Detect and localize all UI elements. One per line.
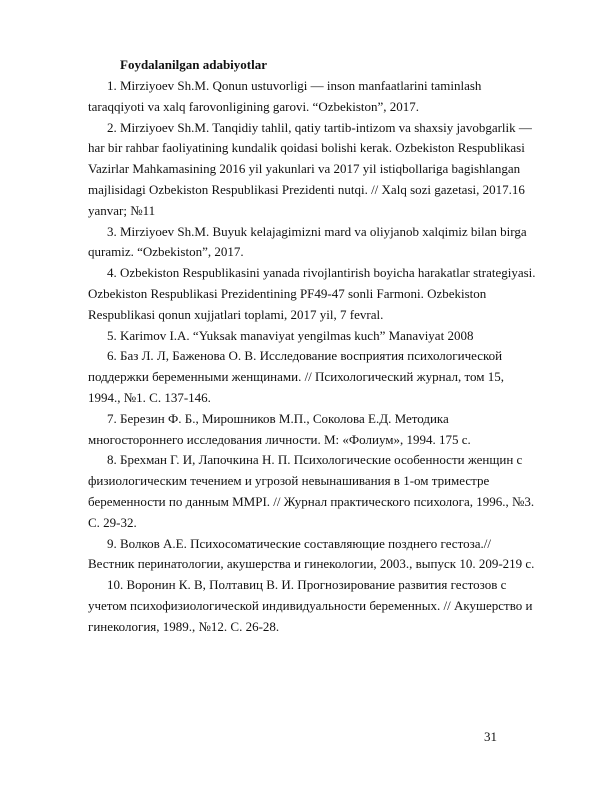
reference-line: 1994., №1. С. 137-146. — [88, 390, 211, 405]
reference-item: 10. Воронин К. В, Полтавиц В. И. Прогнозирование развития гестозов с — [107, 577, 507, 593]
reference-item: 1. Mirziyoev Sh.M. Qonun ustuvorligi — inson manfaatlarini taminlash — [107, 78, 482, 93]
reference-line: Vazirlar Mahkamasining 2016 yil yakunlari va 2017 yil istiqbollariga bagishlangan — [88, 161, 521, 177]
reference-item: 3. Mirziyoev Sh.M. Buyuk kelajagimizni mard va oliyjanob xalqimiz bilan birga — [107, 223, 527, 239]
reference-line: гинекология, 1989., №12. С. 26-28. — [88, 618, 280, 634]
reference-line: quramiz. “Ozbekiston”, 2017. — [88, 244, 244, 260]
reference-line: С. 29-32. — [88, 514, 137, 530]
reference-line: физиологическим течением и угрозой невынашивания в 1-ом триместре — [88, 473, 490, 489]
reference-line: har bir rahbar faoliyatining kundalik qoidasi bolishi kerak. Ozbekiston Respublikasi — [88, 140, 525, 156]
reference-item: 2. Mirziyoev Sh.M. Tanqidiy tahlil, qatiy tartib-intizom va shaxsiy javobgarlik — — [107, 119, 532, 135]
references-heading: Foydalanilgan adabiyotlar — [120, 57, 267, 72]
reference-line: многостороннего исследования личности. М: «Фолиум», 1994. 175 с. — [88, 431, 471, 447]
reference-line: Ozbekiston Respublikasi Prezidentining PF49-47 sonli Farmoni. Ozbekiston — [88, 286, 487, 301]
reference-line: учетом психофизиологической индивидуальности беременных. // Акушерство и — [88, 598, 533, 613]
reference-line: беременности по данным MMPI. // Журнал практического психолога, 1996., №3. — [88, 494, 535, 509]
reference-line: majlisidagi Ozbekiston Respublikasi Prezidenti nutqi. // Xalq sozi gazetasi, 2017.16 — [88, 182, 525, 197]
page-number: 31 — [484, 729, 497, 744]
reference-line: Respublikasi qonun xujjatlari toplami, 2017 yil, 7 fevral. — [88, 306, 384, 322]
reference-line: Вестник перинатологии, акушерства и гинекологии, 2003., выпуск 10. 209-219 с. — [88, 556, 535, 572]
reference-item: 7. Березин Ф. Б., Мирошников М.П., Соколова Е.Д. Методика — [107, 410, 449, 426]
reference-item: 8. Брехман Г. И, Лапочкина Н. П. Психологические особенности женщин с — [107, 452, 523, 468]
reference-item: 6. Баз Л. Л, Баженова О. В. Исследование восприятия психологической — [107, 348, 503, 364]
reference-item: 5. Karimov I.A. “Yuksak manaviyat yengilmas kuch” Manaviyat 2008 — [107, 327, 474, 343]
reference-item: 9. Волков А.Е. Психосоматические составляющие позднего гестоза.// — [107, 535, 491, 551]
reference-item: 4. Ozbekiston Respublikasini yanada rivojlantirish boyicha harakatlar strategiyasi. — [107, 265, 536, 281]
reference-line: yanvar; №11 — [88, 202, 156, 218]
reference-line: поддержки беременными женщинами. // Психологический журнал, том 15, — [88, 369, 504, 385]
reference-line: taraqqiyoti va xalq farovonligining garovi. “Ozbekiston”, 2017. — [88, 98, 420, 114]
